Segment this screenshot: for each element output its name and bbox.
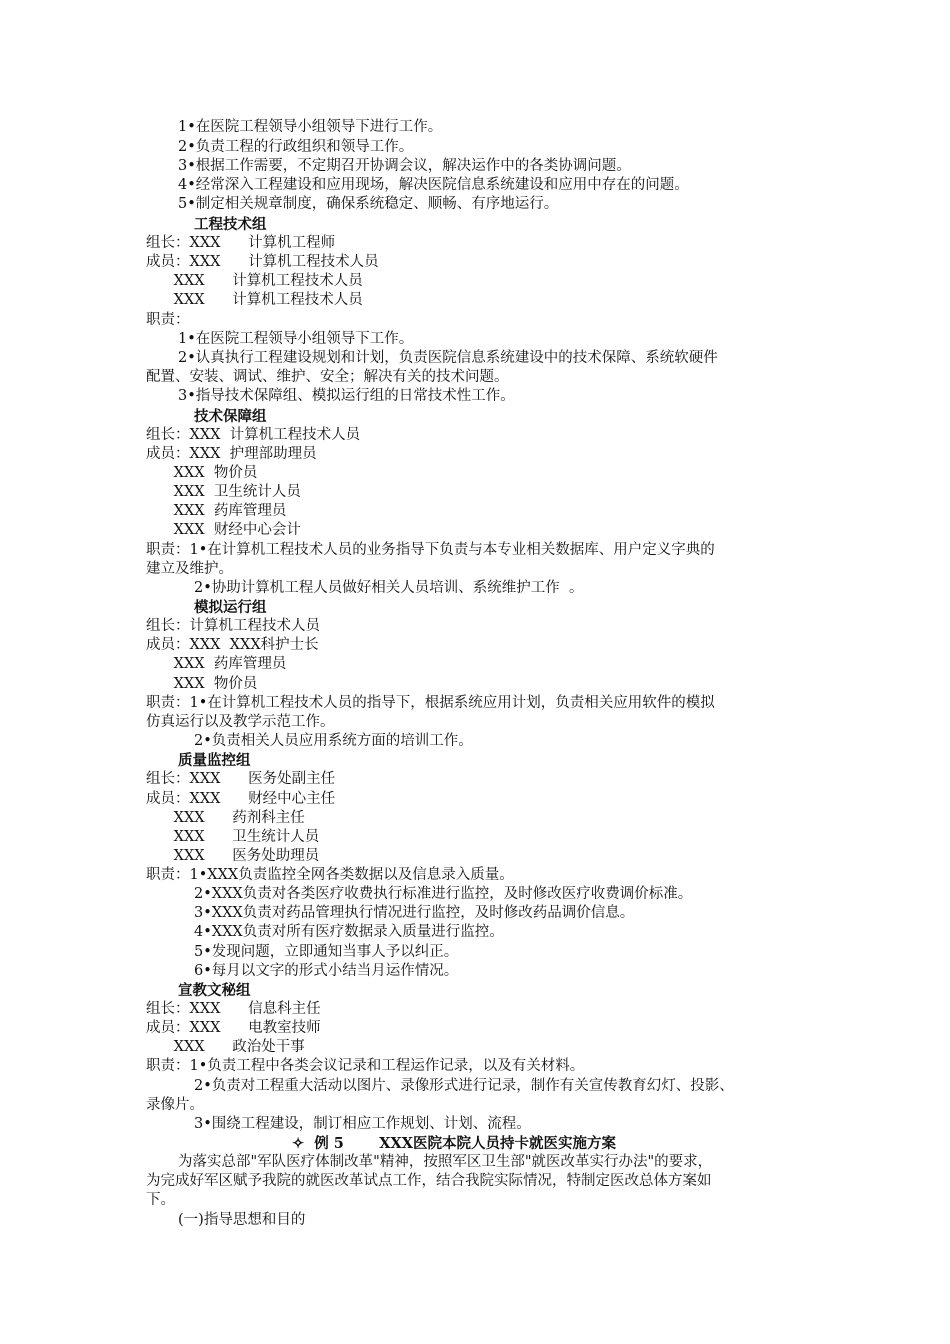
text-line: 组长：XXX 计算机工程技术人员	[146, 427, 361, 443]
text-line: 5•制定相关规章制度，确保系统稳定、顺畅、有序地运行。	[178, 196, 559, 212]
text-line: XXX 物价员	[146, 676, 258, 692]
text-line: 1•在医院工程领导小组领导下工作。	[178, 331, 414, 347]
text-line: 1•在医院工程领导小组领导下进行工作。	[178, 119, 443, 135]
text-line: 3•围绕工程建设，制订相应工作规划、计划、流程。	[194, 1116, 531, 1132]
text-line: 4•经常深入工程建设和应用现场，解决医院信息系统建设和应用中存在的问题。	[178, 177, 689, 193]
text-line: 成员：XXX 电教室技师	[146, 1020, 321, 1036]
text-line: 建立及维护。	[146, 561, 233, 577]
text-line: 录像片。	[146, 1097, 204, 1113]
text-line: 5•发现问题，立即通知当事人予以纠正。	[194, 944, 459, 960]
text-line: 2•负责工程的行政组织和领导工作。	[178, 139, 414, 155]
text-line: 3•根据工作需要，不定期召开协调会议，解决运作中的各类协调问题。	[178, 158, 631, 174]
text-line: 2•协助计算机工程人员做好相关人员培训、系统维护工作 。	[194, 580, 584, 596]
text-line: XXX 药剂科主任	[146, 810, 305, 826]
text-line: 3•指导技术保障组、模拟运行组的日常技术性工作。	[178, 388, 515, 404]
text-line: XXX 医务处助理员	[146, 848, 320, 864]
text-line: XXX 政治处干事	[146, 1039, 305, 1055]
text-line: 组长：XXX 信息科主任	[146, 1001, 321, 1017]
text-line: 仿真运行以及教学示范工作。	[146, 714, 335, 730]
text-line: 4•XXX负责对所有医疗数据录入质量进行监控。	[194, 924, 504, 940]
section-heading: 宣教文秘组	[178, 982, 251, 999]
text-line: 成员：XXX 财经中心主任	[146, 791, 336, 807]
text-line: 为落实总部"军队医疗体制改革"精神，按照军区卫生部"就医改革实行办法"的要求，	[178, 1154, 713, 1170]
text-line: 3•XXX负责对药品管理执行情况进行监控，及时修改药品调价信息。	[194, 905, 635, 921]
text-line: 2•负责对工程重大活动以图片、录像形式进行记录，制作有关宣传教育幻灯、投影、	[194, 1078, 734, 1094]
section-heading: 工程技术组	[194, 216, 267, 233]
text-line: XXX 卫生统计人员	[146, 484, 301, 500]
text-line: 为完成好军区赋予我院的就医改革试点工作，结合我院实际情况，特制定医改总体方案如	[146, 1173, 712, 1189]
text-line: 职责：1•在计算机工程技术人员的业务指导下负责与本专业相关数据库、用户定义字典的	[146, 542, 715, 558]
text-line: XXX 计算机工程技术人员	[146, 292, 363, 308]
text-line: XXX 物价员	[146, 465, 258, 481]
text-line: XXX 计算机工程技术人员	[146, 273, 363, 289]
text-line: 下。	[146, 1192, 175, 1208]
text-line: 职责：1•XXX负责监控全网各类数据以及信息录入质量。	[146, 867, 514, 883]
section-heading: 质量监控组	[178, 752, 251, 769]
section-heading: ✧ 例 5 XXX医院本院人员持卡就医实施方案	[292, 1135, 616, 1152]
text-line: 2•负责相关人员应用系统方面的培训工作。	[194, 733, 473, 749]
text-line: 2•XXX负责对各类医疗收费执行标准进行监控，及时修改医疗收费调价标准。	[194, 886, 693, 902]
text-line: 职责：1•在计算机工程技术人员的指导下，根据系统应用计划，负责相关应用软件的模拟	[146, 695, 715, 711]
text-line: 成员：XXX XXX科护士长	[146, 637, 319, 653]
text-line: 组长：XXX 医务处副主任	[146, 771, 336, 787]
text-line: 成员：XXX 计算机工程技术人员	[146, 254, 379, 270]
text-line: 组长：XXX 计算机工程师	[146, 235, 336, 251]
text-line: 成员：XXX 护理部助理员	[146, 446, 317, 462]
text-line: 职责：	[146, 312, 190, 328]
text-line: 职责：1•负责工程中各类会议记录和工程运作记录，以及有关材料。	[146, 1058, 585, 1074]
text-line: XXX 财经中心会计	[146, 522, 301, 538]
text-line: XXX 卫生统计人员	[146, 829, 320, 845]
section-heading: 技术保障组	[194, 408, 267, 425]
text-line: (一)指导思想和目的	[178, 1212, 306, 1228]
text-line: 2•认真执行工程建设规划和计划，负责医院信息系统建设中的技术保障、系统软硬件	[178, 350, 718, 366]
text-line: 组长：计算机工程技术人员	[146, 618, 320, 634]
section-heading: 模拟运行组	[194, 599, 267, 616]
text-line: 配置、安装、调试、维护、安全；解决有关的技术问题。	[146, 369, 509, 385]
text-line: 6•每月以文字的形式小结当月运作情况。	[194, 963, 459, 979]
text-line: XXX 药库管理员	[146, 503, 287, 519]
text-line: XXX 药库管理员	[146, 656, 287, 672]
